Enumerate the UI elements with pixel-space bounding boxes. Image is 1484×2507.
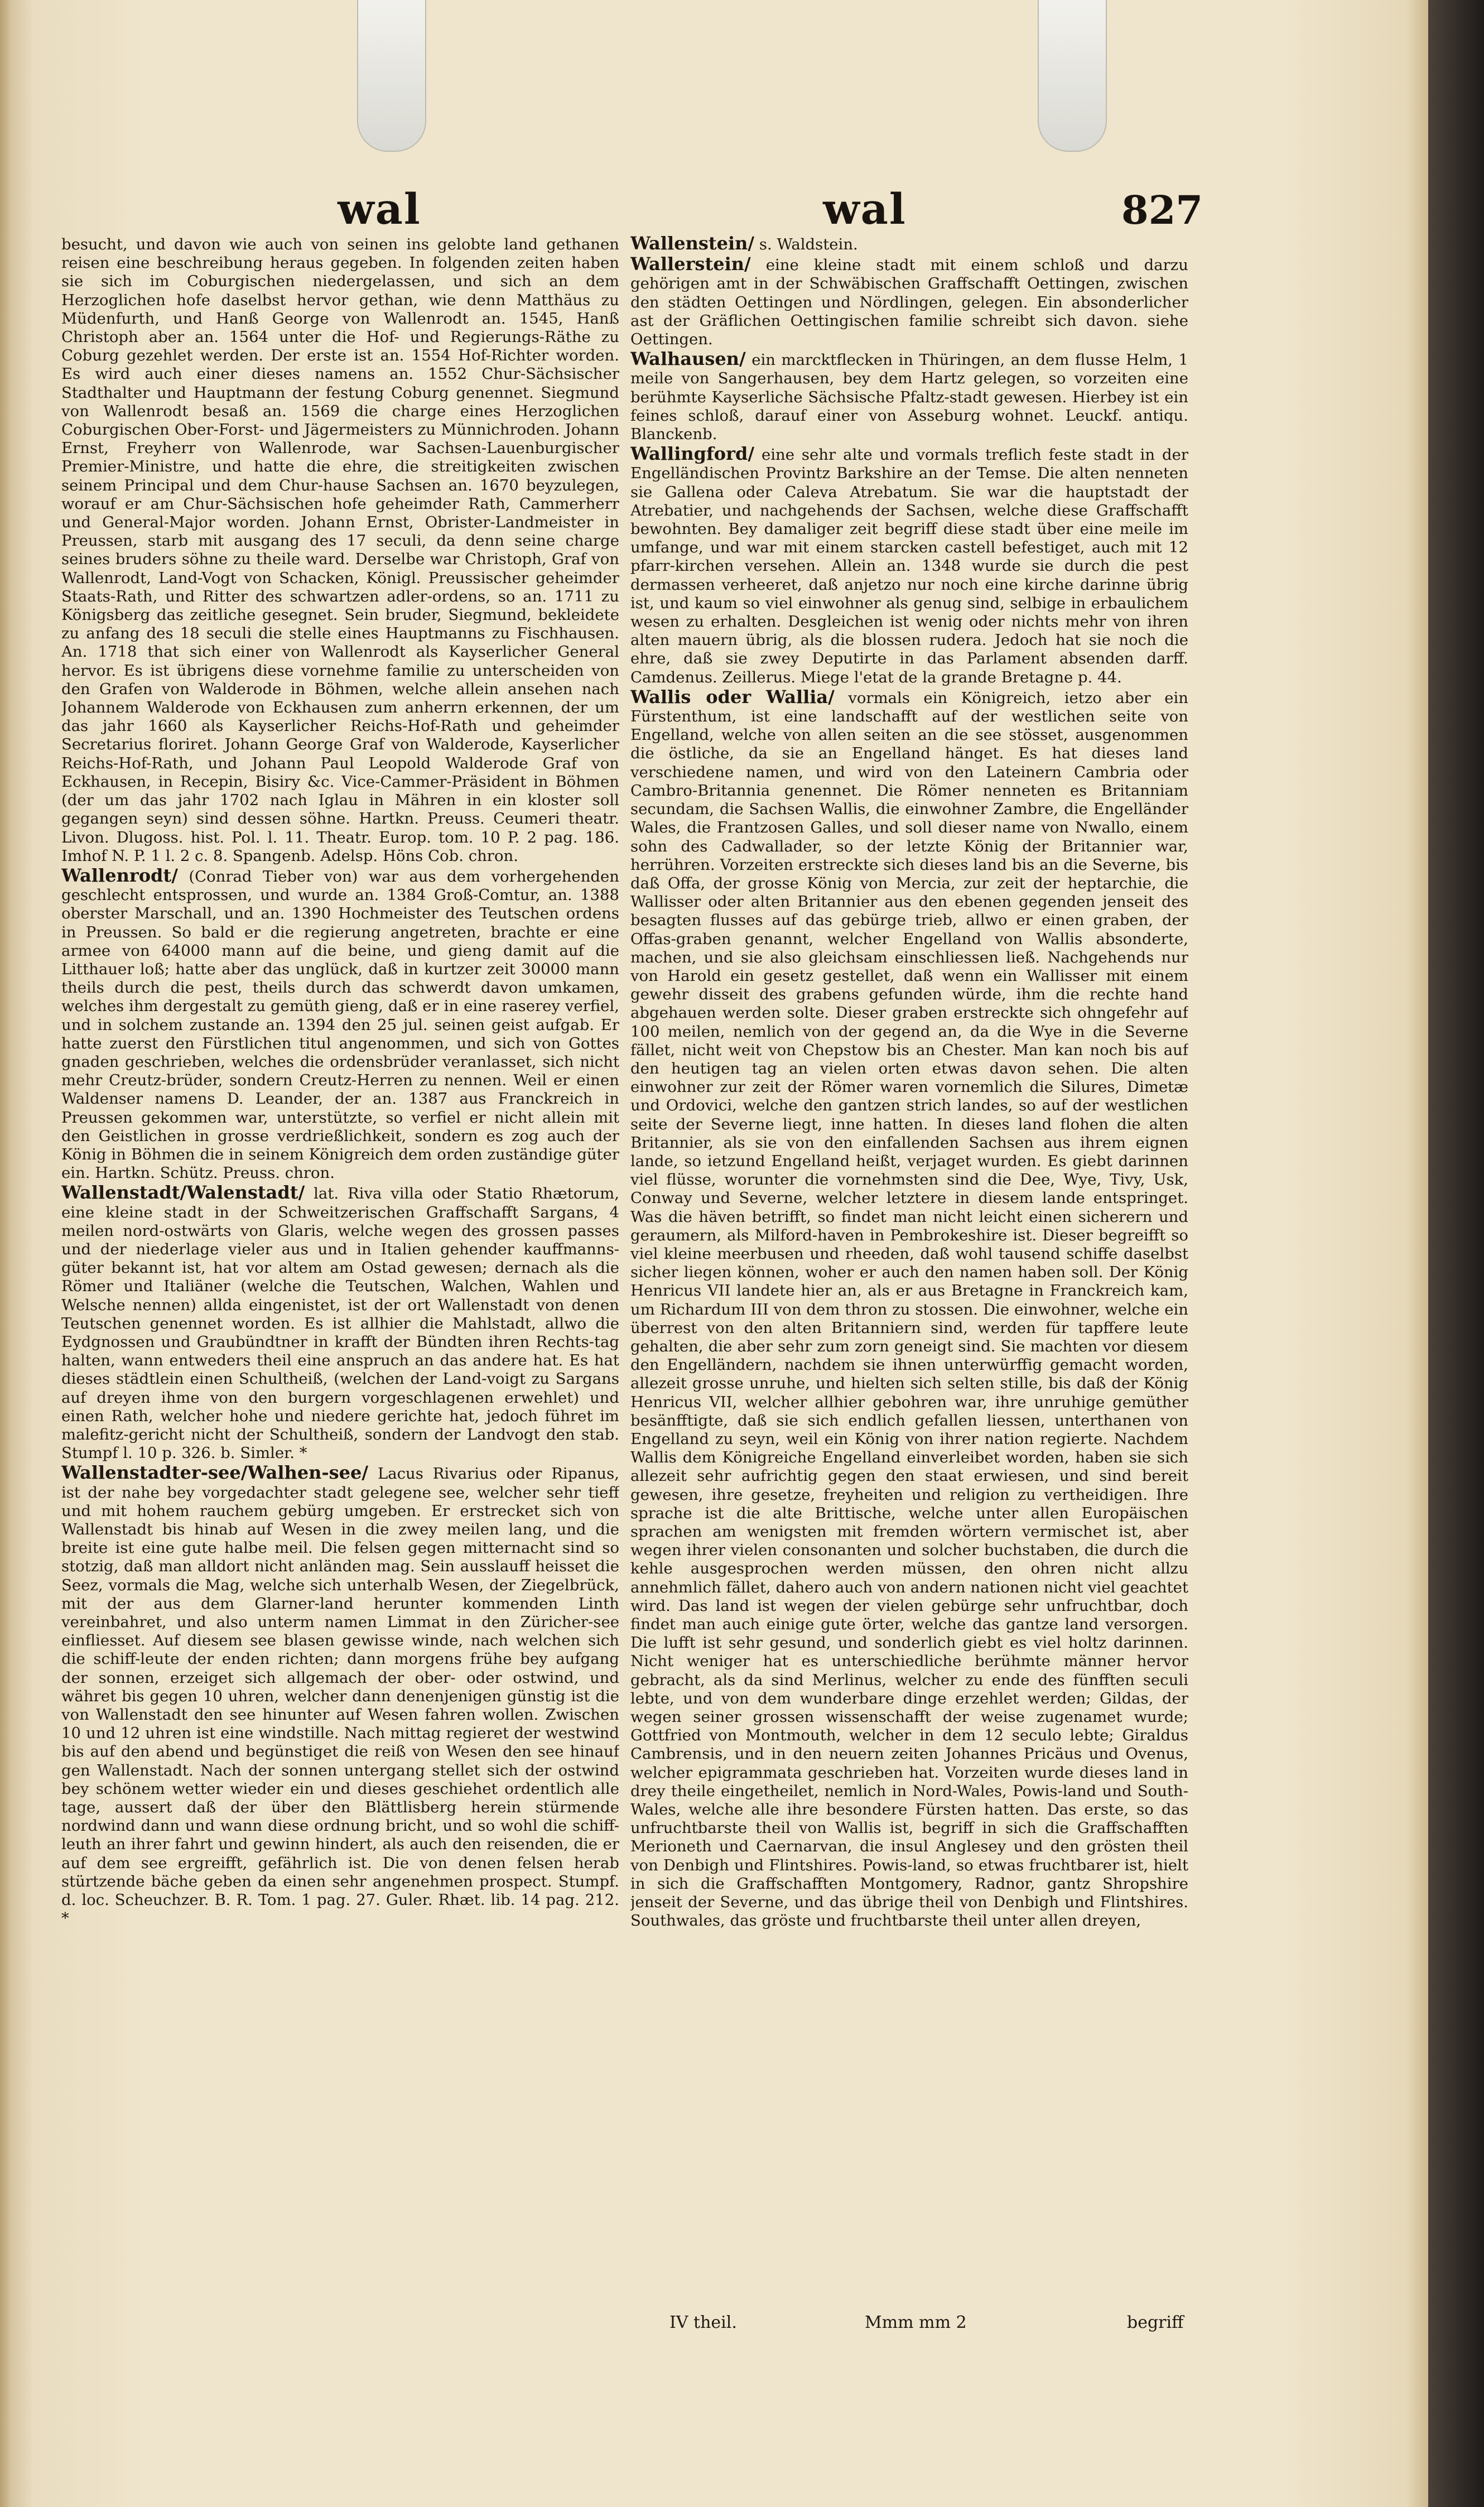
entry-lemma: Wallenrodt/: [61, 864, 178, 886]
right-column: [630, 234, 1188, 2310]
entry: [61, 1183, 619, 1462]
entry-text: ein marcktflecken in Thüringen, an dem flusse Helm, 1 meile von Sangerhausen, bey dem Hartz gelegen, so vorzeiten eine berühmte Kayserliche Sächsische Pfaltz-stadt gewesen. Hierbey ist ein feines schloß, darauf einer von Asseburg wohnet. Leuckf. antiqu. Blanckenb.: [630, 351, 1188, 444]
adjacent-page-edge: [0, 0, 12, 2507]
left-column: [61, 234, 619, 2310]
entry: [630, 445, 1188, 687]
book-edge: [1428, 0, 1484, 2507]
entry-text: (Conrad Tieber von) war aus dem vorhergehenden geschlecht entsprossen, und wurde an. 1384 Groß-Comtur, an. 1388 oberster Marschall, und an. 1390 Hochmeister des Teutschen ordens in Preussen. So bald er die regierung angetreten, brachte er eine armee von 64000 mann auf die beine, und gieng damit auf die Litthauer loß; hatte aber das unglück, daß in kurtzer zeit 30000 mann theils durch die pest, theils durch das schwerdt davon umkamen, welches ihm dergestalt zu gemüth gieng, daß er in eine raserey verfiel, und in solchem zustande an. 1394 den 25 jul. seinen geist aufgab. Er hatte zuerst den Fürstlichen titul angenommen, und sich von Gottes gnaden geschrieben, welches die ordensbrüder veranlasset, sich nicht mehr Creutz-brüder, sondern Creutz-Herren zu nennen. Weil er einen Waldenser namens D. Leander, der an. 1387 aus Franckreich in Preussen gekommen war, unterstützte, so verfiel er nicht allein mit den Geistlichen in grosse verdrießlichkeit, sondern es zog auch der König in Böhmen die in seinem Königreich dem orden zuständige güter ein. Hartkn. Schütz. Preuss. chron.: [61, 867, 619, 1182]
entry-lemma: Wallis oder Wallia/: [630, 686, 835, 708]
entry-text: Lacus Rivarius oder Ripanus, ist der nahe bey vorgedachter stadt gelegene see, welcher sehr tieff und mit hohem rauchem gebürg umgeben. Er erstrecket sich von Wallenstadt bis hinab auf Wesen in die zwey meilen lang, und die breite ist eine gute halbe meil. Die felsen gegen mitternacht sind so stotzig, daß man alldort nicht anländen mag. Sein ausslauff heisset die Seez, vormals die Mag, welche sich unterhalb Wesen, der Ziegelbrück, mit der aus dem Glarner-land herunter kommenden Linth vereinbahret, und also unterm namen Limmat in den Züricher-see einfliesset. Auf diesem see blasen gewisse winde, nach welchen sich die schiff-leute der enden richten; dann morgens frühe bey aufgang der sonnen, erzeiget sich allgemach der ober- oder ostwind, und währet bis gegen 10 uhren, welcher dann denenjenigen günstig ist die von Wallenstadt den see hinunter auf Wesen fahren wollen. Zwischen 10 und 12 uhren ist eine windstille. Nach mittag regieret der westwind bis auf den abend und begünstiget die reiß von Wesen den see hinauf gen Wallenstadt. Nach der sonnen untergang stellet sich der ostwind bey schönem wetter wieder ein und dieses geschiehet ordentlich alle tage, aussert daß der über den Blättlisberg herein stürmende nordwind dann und wann diese ordnung bricht, und so wohl die schiff-leuth an ihrer fahrt und gewinn hindert, als auch den reisenden, die er auf dem see ergreifft, gefährlich ist. Die von denen felsen herab stürtzende bäche geben da einen sehr angenehmen prospect. Stumpf. d. loc. Scheuchzer. B. R. Tom. 1 pag. 27. Guler. Rhæt. lib. 14 pag. 212. *: [61, 1465, 619, 1928]
entry-lemma: Wallenstadt/Walenstadt/: [61, 1182, 305, 1204]
catchword: begriff: [1127, 2313, 1184, 2332]
page-clip-left: [357, 0, 426, 152]
entry-text: eine sehr alte und vormals treflich feste stadt in der Engelländischen Provintz Barkshire an der Temse. Die alten nenneten sie Gallena oder Caleva Atrebatum. Sie war die hauptstadt der Atrebatier, und nachgehends der Sachsen, welche diese Graffschafft bewohnten. Bey damaliger zeit begriff diese stadt über eine meile im umfange, und war mit einem starcken castell befestiget, auch mit 12 pfarr-kirchen versehen. Allein an. 1348 wurde sie durch die pest dermassen verheeret, daß anjetzo nur noch eine kirche darinne übrig ist, und kaum so viel einwohner als genug sind, selbige in erbaulichem wesen zu erhalten. Desgleichen ist wenig oder nichts mehr von ihren alten mauern übrig, als die blossen rudera. Jedoch hat sie noch die ehre, daß sie zwey Deputirte in das Parlament absenden darff. Camdenus. Zeillerus. Miege l'etat de la grande Bretagne p. 44.: [630, 446, 1188, 686]
entry-text: eine kleine stadt mit einem schloß und darzu gehörigen amt in der Schwäbischen Graffschafft Oettingen, zwischen den städten Oettingen und Nördlingen, gelegen. Ein absonderlicher ast der Gräflichen Oettingischen familie schreibt sich davon. siehe Oettingen.: [630, 256, 1188, 349]
entry-text: vormals ein Königreich, ietzo aber ein Fürstenthum, ist eine landschafft auf der westlichen seite von Engelland, welche von allen seiten an die see stösset, ausgenommen die östliche, da sie an Engelland hänget. Es hat dieses land verschiedene namen, und wird von den Lateinern Cambria oder Cambro-Britannia genennet. Die Römer nenneten es Britanniam secundam, die Sachsen Wallis, die einwohner Zambre, die Engelländer Wales, die Frantzosen Galles, und soll dieser name von Nwallo, einem sohn des Cadwallader, so der letzte König der Britannier war, herrühren. Vorzeiten erstreckte sich dieses land bis an die Severne, bis daß Offa, der grosse König von Mercia, zur zeit der heptarchie, die Wallisser oder alten Britannier aus den ebenen gegenden jenseit des besagten flusses auf das gebürge trieb, allwo er einen graben, der Offas-graben genannt, welcher Engelland von Wallis absonderte, machen, und sie also gleichsam einschliessen ließ. Nachgehends nur von Harold ein gesetz gestellet, daß wenn ein Wallisser mit einem gewehr disseit des grabens gefunden würde, ihm die rechte hand abgehauen werden solte. Dieser graben erstreckte sich ohngefehr auf 100 meilen, nemlich von der gegend an, da die Wye in die Severne fället, nicht weit von Chepstow bis an Chester. Man kan noch bis auf den heutigen tag an vielen orten etwas davon sehen. Die alten einwohner zur zeit der Römer waren vornemlich die Silures, Dimetæ und Ordovici, welche den gantzen strich landes, so auf der westlichen seite der Severne liegt, inne hatten. In dieses land flohen die alten Britannier, als sie von den einfallenden Sachsen aus ihrem eignen lande, so ietzund Engelland heißt, verjaget wurden. Es giebt darinnen viel flüsse, worunter die vornehmsten sind die Dee, Wye, Tivy, Usk, Conway und Severne, welcher letztere in diesem lande entspringet. Was die häven betrifft, so findet man nicht leicht einen sicherern und geraumern, als Milford-haven in Pembrokeshire ist. Dieser begreifft so viel kleine meerbusen und rheeden, daß wohl tausend schiffe daselbst sicher liegen können, woher er auch den namen haben soll. Der König Henricus VII landete hier an, als er aus Bretagne in Franckreich kam, um Richardum III von dem thron zu stossen. Die einwohner, welche ein überrest von den alten Britanniern sind, werden für tapffere leute gehalten, die aber sehr zum zorn geneigt sind. Sie machten vor diesem den Engelländern, nachdem sie ihnen unterwürffig gemacht worden, allezeit grosse unruhe, und hielten sich selten stille, bis daß der König Henricus VII, welcher allhier gebohren war, ihre unruhige gemüther besänfftigte, daß sie sich endlich gefallen liessen, unterthanen von Engelland zu seyn, weil ein König von ihrer nation regierte. Nachdem Wallis dem Königreiche Engelland einverleibet worden, haben sie sich allezeit sehr aufrichtig gegen den staat erwiesen, und sind bereit gewesen, ihre gesetze, freyheiten und religion zu vertheidigen. Ihre sprache ist die alte Brittische, welche unter allen Europäischen sprachen am wenigsten mit fremden wörtern vermischet ist, aber wegen ihrer vielen consonanten und solcher buchstaben, die durch die kehle ausgesprochen werden müssen, den ohren nicht allzu annehmlich fället, dahero auch von andern nationen nicht viel geachtet wird. Das land ist wegen der vielen gebürge sehr unfruchtbar, doch findet man auch einige gute örter, welche das gantze land versorgen. Die lufft ist sehr gesund, und sonderlich giebt es viel holtz darinnen. Nicht weniger hat es unterschiedliche berühmte männer hervor gebracht, als da sind Merlinus, welcher zu ende des fünfften seculi lebte, und von dem wunderbare dinge erzehlet werden; Gildas, der wegen seiner grossen wissenschafft der weise zugenamet wurde; Gottfried von Montmouth, welcher in dem 12 seculo lebte; Giraldus Cambrensis, und in den neuern zeiten Johannes Pricäus und Ovenus, welcher epigrammata geschrieben hat. Vorzeiten wurde dieses land in drey theile eingetheilet, nemlich in Nord-Wales, Powis-land und South-Wales, welche alle ihre besondere Fürsten hatten. Das erste, so das unfruchtbarste theil von Wallis ist, begriff in sich die Graffschafften Merioneth und Caernarvan, die insul Anglesey und den grösten theil von Denbigh und Flintshires. Powis-land, so etwas fruchtbarer ist, hielt in sich die Graffschafften Montgomery, Radnor, gantz Shropshire jenseit der Severne, und das übrige theil von Denbigh und Flintshires. Southwales, das gröste und fruchtbarste theil unter allen dreyen,: [630, 689, 1188, 1930]
entry: [61, 1464, 619, 1928]
page-number: 827: [1121, 187, 1203, 233]
entry-lemma: Wallenstadter-see/Walhen-see/: [61, 1462, 369, 1484]
entry: [61, 864, 619, 1182]
entry-lemma: Wallerstein/: [630, 253, 751, 275]
entry: [630, 688, 1188, 1931]
entry: [61, 234, 619, 865]
page-clip-right: [1038, 0, 1107, 152]
entry-lemma: Wallingford/: [630, 443, 755, 465]
entry-text: besucht, und davon wie auch von seinen ins gelobte land gethanen reisen eine beschreibung heraus gegeben. In folgenden zeiten haben sie sich im Coburgischen niedergelassen, und sich an dem Herzoglichen hofe daselbst hervor gethan, wie denn Matthäus zu Müdenfurth, und Hanß George von Wallenrodt an. 1545, Hanß Christoph aber an. 1564 unter die Hof- und Regierungs-Räthe zu Coburg gezehlet werden. Der erste ist an. 1554 Hof-Richter worden. Es wird auch einer dieses namens an. 1552 Chur-Sächsischer Stadthalter und Hauptmann der festung Coburg genennet. Siegmund von Wallenrodt besaß an. 1569 die charge eines Herzoglichen Coburgischen Ober-Forst- und Jägermeisters zu Münnichroden. Johann Ernst, Freyherr von Wallenrode, war Sachsen-Lauenburgischer Premier-Ministre, und hatte die ehre, die streitigkeiten zwischen seinem Principal und dem Chur-hause Sachsen an. 1670 beyzulegen, worauf er am Chur-Sächsischen hofe geheimder Rath, Cammerherr und General-Major worden. Johann Ernst, Obrister-Landmeister in Preussen, starb mit ausgang des 17 seculi, da denn seine charge seines bruders söhne zu theile ward. Derselbe war Christoph, Graf von Wallenrodt, Land-Vogt von Schacken, Königl. Preussischer geheimder Staats-Rath, und Ritter des schwartzen adler-ordens, so an. 1711 zu Königsberg das zeitliche gesegnet. Sein bruder, Siegmund, bekleidete zu anfang des 18 seculi die stelle eines Hauptmanns zu Fischhausen. An. 1718 that sich einer von Wallenrodt als Kayserlicher General hervor. Es ist übrigens diese vornehme familie zu unterscheiden von den Grafen von Walderode in Böhmen, welche allein ansehen nach Johannem Walderode von Eckhausen zum anherrn erkennen, der um das jahr 1660 als Kayserlicher Reichs-Hof-Rath und geheimder Secretarius floriret. Johann George Graf von Walderode, Kayserlicher Reichs-Hof-Rath, und Johann Paul Leopold Walderode Graf von Eckhausen, in Recepin, Bisiry &c. Vice-Cammer-Präsident in Böhmen (der um das jahr 1702 nach Iglau in Mähren in ein kloster soll gegangen seyn) sind dessen söhne. Hartkn. Preuss. Ceumeri theatr. Livon. Dlugoss. hist. Pol. l. 11. Theatr. Europ. tom. 10 P. 2 pag. 186. Imhof N. P. 1 l. 2 c. 8. Spangenb. Adelsp. Höns Cob. chron.: [61, 235, 619, 865]
running-head-right: wal: [823, 184, 907, 234]
entry-text: s. Waldstein.: [759, 235, 858, 253]
entry: [630, 234, 1188, 254]
running-head-left: wal: [338, 184, 421, 234]
entry-lemma: Walhausen/: [630, 348, 746, 370]
entry: [630, 255, 1188, 349]
entry-text: lat. Riva villa oder Statio Rhætorum, eine kleine stadt in der Schweitzerischen Graffschafft Sargans, 4 meilen nord-ostwärts von Glaris, welche wegen des grossen passes und der niederlage vieler aus und in Italien gehender kauffmanns-güter bekannt ist, hat vor altem am Ostad gewesen; dernach als die Römer und Italiäner (welche die Teutschen, Walchen, Wahlen und Welsche nennen) allda eingenistet, ist der ort Wallenstadt von denen Teutschen genennet worden. Es ist allhier die Mahlstadt, allwo die Eydgnossen und Graubündtner in krafft der Bündten ihren Rechts-tag halten, wann entweders theil eine anspruch an das andere hat. Es hat dieses städtlein einen Schultheiß, (welchen der Land-voigt zu Sargans auf dreyen ihme von den burgern vorgeschlagenen erwehlet) und einen Rath, welcher hohe und niedere gerichte hat, jedoch führet im malefitz-gericht nicht der Schultheiß, sondern der Landvogt den stab. Stumpf l. 10 p. 326. b. Simler. *: [61, 1185, 619, 1462]
volume-signature: IV theil.: [669, 2313, 737, 2332]
entry: [630, 350, 1188, 444]
signature-mark: Mmm mm 2: [865, 2313, 967, 2332]
entry-lemma: Wallenstein/: [630, 234, 755, 254]
